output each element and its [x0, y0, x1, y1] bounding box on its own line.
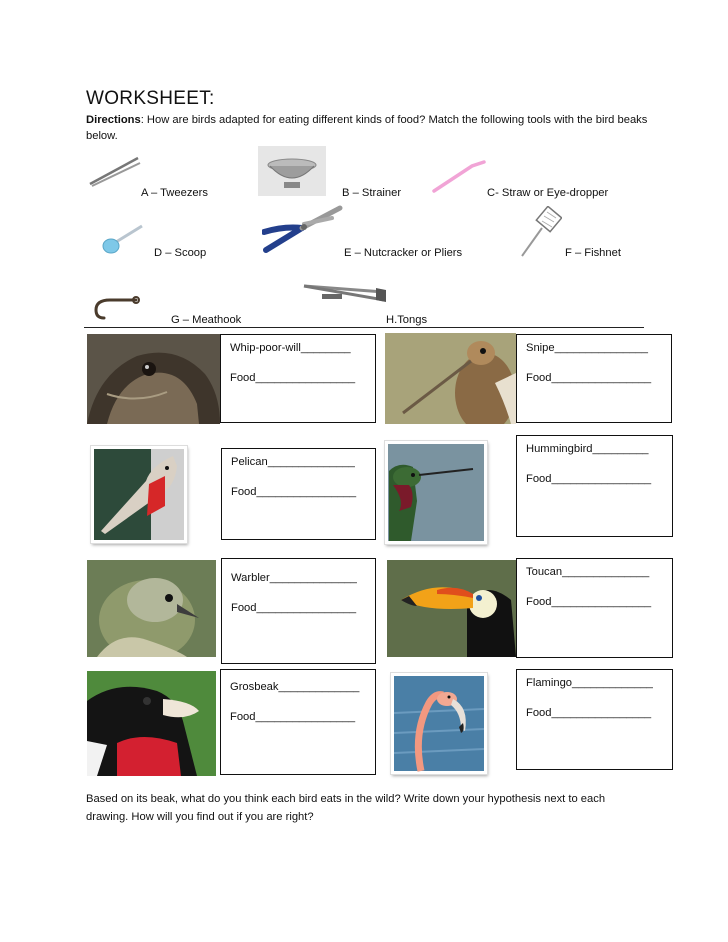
food-line: Food________________	[526, 707, 652, 719]
bird-box-pelican	[221, 448, 376, 540]
grosbeak-photo	[87, 671, 216, 776]
directions-label: Directions	[86, 114, 141, 126]
bird-name-line: Pelican______________	[231, 456, 355, 468]
tool-label-c: C- Straw or Eye-dropper	[487, 187, 609, 199]
hummingbird-photo	[385, 441, 487, 544]
toucan-photo	[387, 560, 516, 657]
bird-name-line: Warbler______________	[231, 572, 357, 584]
snipe-photo	[385, 333, 516, 424]
tool-label-g: G – Meathook	[171, 314, 242, 326]
bird-box-toucan	[516, 558, 673, 658]
tool-label-b: B – Strainer	[342, 187, 402, 199]
scoop-icon	[100, 220, 144, 256]
food-line: Food________________	[526, 372, 652, 384]
tool-label-e: E – Nutcracker or Pliers	[344, 247, 463, 259]
pelican-photo	[91, 446, 187, 543]
warbler-photo	[87, 560, 216, 657]
food-line: Food________________	[231, 602, 357, 614]
food-line: Food________________	[230, 372, 356, 384]
directions	[86, 112, 666, 144]
bird-name-line: Toucan______________	[526, 566, 650, 578]
bird-name-line: Flamingo_____________	[526, 677, 653, 689]
whip-poor-will-photo	[87, 334, 220, 424]
pliers-icon	[262, 202, 346, 256]
hypothesis-instructions: Based on its beak, what do you think each bird eats in the wild? Write down your hypothesis next to each drawing. How will you find out if you are right?	[86, 793, 606, 823]
tool-label-a: A – Tweezers	[141, 187, 208, 199]
tool-label-f: F – Fishnet	[565, 247, 621, 259]
bird-name-line: Snipe_______________	[526, 342, 648, 354]
directions-text: : How are birds adapted for eating different kinds of food? Match the following tools with the bird beaks below.	[86, 114, 648, 142]
separator-line	[84, 327, 644, 328]
bird-box-warbler	[221, 558, 376, 664]
bird-box-flamingo	[516, 669, 673, 770]
tweezers-icon	[88, 152, 142, 188]
food-line: Food________________	[230, 711, 356, 723]
bird-box-snipe	[516, 334, 672, 423]
meathook-icon	[90, 292, 140, 322]
bird-box-grosbeak	[220, 669, 376, 775]
bird-box-whip-poor-will	[220, 334, 376, 423]
fishnet-icon	[518, 206, 562, 258]
food-line: Food________________	[231, 486, 357, 498]
tool-label-h: H.Tongs	[386, 314, 428, 326]
food-line: Food________________	[526, 596, 652, 608]
tool-label-d: D – Scoop	[154, 247, 207, 259]
food-line: Food________________	[526, 473, 652, 485]
bird-name-line: Hummingbird_________	[526, 443, 649, 455]
straw-icon	[430, 158, 486, 194]
bird-name-line: Grosbeak_____________	[230, 681, 360, 693]
bird-box-hummingbird	[516, 435, 673, 537]
bird-name-line: Whip-poor-will________	[230, 342, 351, 354]
strainer-icon	[258, 146, 326, 196]
flamingo-photo	[391, 673, 487, 774]
tongs-icon	[300, 278, 388, 312]
worksheet-title: WORKSHEET:	[86, 88, 215, 109]
